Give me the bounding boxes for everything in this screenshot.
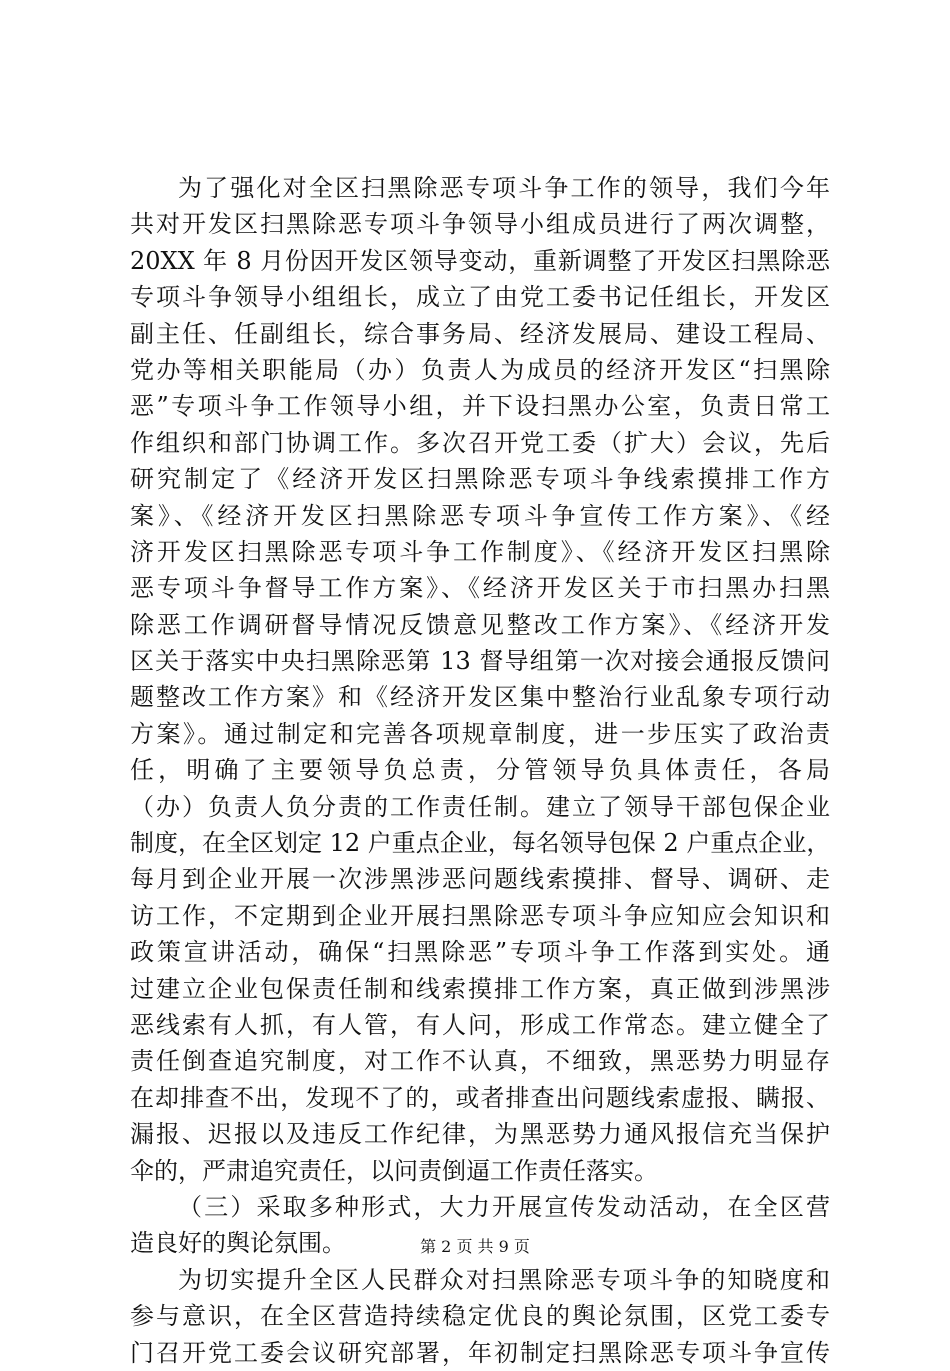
text-line: 每月到企业开展一次涉黑涉恶问题线索摸排、督导、调研、走 — [130, 865, 830, 894]
text-line: 区关于落实中央扫黑除恶第 13 督导组第一次对接会通报反馈问 — [130, 647, 830, 676]
text-line: 20XX 年 8 月份因开发区领导变动，重新调整了开发区扫黑除恶 — [130, 246, 830, 275]
text-line: 伞的，严肃追究责任，以问责倒逼工作责任落实。 — [130, 1156, 658, 1185]
text-line: 恶”专项斗争工作领导小组，并下设扫黑办公室，负责日常工 — [130, 392, 830, 421]
text-line: 恶专项斗争督导工作方案》、《经济开发区关于市扫黑办扫黑 — [130, 574, 830, 603]
document-body — [130, 170, 830, 1371]
text-line: 造良好的舆论氛围。 — [130, 1229, 346, 1258]
text-line: 门召开党工委会议研究部署，年初制定扫黑除恶专项斗争宣传 — [130, 1338, 830, 1367]
page-footer: 第 2 页 共 9 页 — [420, 1237, 530, 1256]
text-line: 党办等相关职能局（办）负责人为成员的经济开发区“扫黑除 — [130, 355, 830, 384]
text-line: （办）负责人负分责的工作责任制。建立了领导干部包保企业 — [130, 792, 830, 821]
text-line: 方案》。通过制定和完善各项规章制度，进一步压实了政治责 — [130, 719, 830, 748]
text-line: 政策宣讲活动，确保“扫黑除恶”专项斗争工作落到实处。通 — [130, 938, 830, 967]
text-line: 访工作，不定期到企业开展扫黑除恶专项斗争应知应会知识和 — [130, 901, 830, 930]
text-line: 责任倒查追究制度，对工作不认真，不细致，黑恶势力明显存 — [130, 1047, 830, 1076]
text-line: 制度，在全区划定 12 户重点企业，每名领导包保 2 户重点企业， — [130, 829, 830, 858]
text-line: 过建立企业包保责任制和线索摸排工作方案，真正做到涉黑涉 — [130, 974, 830, 1003]
text-line: 研究制定了《经济开发区扫黑除恶专项斗争线索摸排工作方 — [130, 465, 830, 494]
text-line: 专项斗争领导小组组长，成立了由党工委书记任组长，开发区 — [130, 283, 830, 312]
text-line: 恶线索有人抓，有人管，有人问，形成工作常态。建立健全了 — [130, 1010, 830, 1039]
text-line: 共对开发区扫黑除恶专项斗争领导小组成员进行了两次调整， — [130, 210, 830, 239]
text-line: 济开发区扫黑除恶专项斗争工作制度》、《经济开发区扫黑除 — [130, 537, 830, 566]
text-line: 副主任、任副组长，综合事务局、经济发展局、建设工程局、 — [130, 319, 830, 348]
text-line: 任，明确了主要领导负总责，分管领导负具体责任，各局 — [130, 756, 830, 785]
text-line: 案》、《经济开发区扫黑除恶专项斗争宣传工作方案》、《经 — [130, 501, 830, 530]
text-line: 为了强化对全区扫黑除恶专项斗争工作的领导，我们今年 — [178, 174, 830, 202]
text-line: 参与意识，在全区营造持续稳定优良的舆论氛围，区党工委专 — [130, 1302, 830, 1331]
text-line: 为切实提升全区人民群众对扫黑除恶专项斗争的知晓度和 — [178, 1265, 830, 1294]
text-line: 漏报、迟报以及违反工作纪律，为黑恶势力通风报信充当保护 — [130, 1120, 830, 1149]
text-line: 在却排查不出，发现不了的，或者排查出问题线索虚报、瞒报、 — [130, 1083, 830, 1112]
text-line: （三）采取多种形式，大力开展宣传发动活动，在全区营 — [178, 1192, 830, 1221]
text-line: 作组织和部门协调工作。多次召开党工委（扩大）会议，先后 — [130, 428, 830, 457]
text-line: 除恶工作调研督导情况反馈意见整改工作方案》、《经济开发 — [130, 610, 830, 639]
text-line: 题整改工作方案》和《经济开发区集中整治行业乱象专项行动 — [130, 683, 830, 712]
